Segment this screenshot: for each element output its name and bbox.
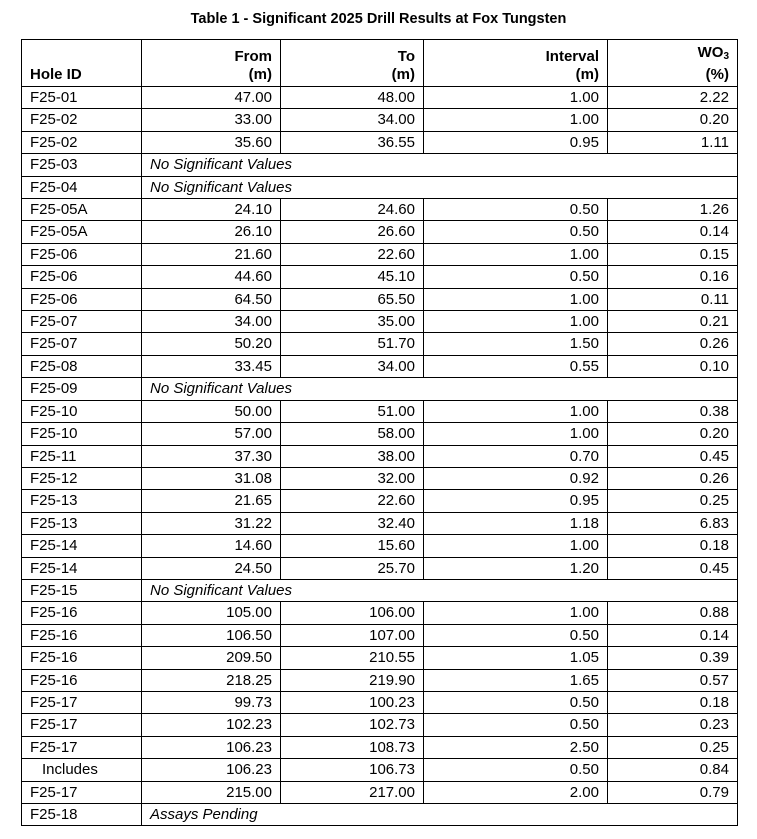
interval-cell: 1.18	[424, 512, 608, 534]
table-row	[22, 288, 738, 310]
wo3-cell: 0.16	[608, 266, 738, 288]
wo3-cell: 0.15	[608, 243, 738, 265]
from-cell: 64.50	[142, 288, 281, 310]
from-cell: 57.00	[142, 423, 281, 445]
hole-id-cell: F25-13	[22, 490, 142, 512]
to-cell: 100.23	[281, 691, 424, 713]
interval-cell: 2.50	[424, 736, 608, 758]
interval-cell: 2.00	[424, 781, 608, 803]
table-row	[22, 378, 738, 400]
wo3-cell: 0.11	[608, 288, 738, 310]
table-row	[22, 311, 738, 333]
hole-id-cell: F25-16	[22, 669, 142, 691]
from-cell: 35.60	[142, 131, 281, 153]
to-cell: 58.00	[281, 423, 424, 445]
to-cell: 210.55	[281, 647, 424, 669]
table-row	[22, 691, 738, 713]
interval-cell: 0.50	[424, 221, 608, 243]
wo3-cell: 0.25	[608, 736, 738, 758]
from-cell: 44.60	[142, 266, 281, 288]
to-cell: 38.00	[281, 445, 424, 467]
wo3-cell: 0.38	[608, 400, 738, 422]
interval-cell: 0.95	[424, 490, 608, 512]
interval-cell: 1.00	[424, 535, 608, 557]
from-cell: 209.50	[142, 647, 281, 669]
table-row	[22, 355, 738, 377]
interval-cell: 1.00	[424, 423, 608, 445]
interval-cell: 1.20	[424, 557, 608, 579]
from-cell: 106.50	[142, 624, 281, 646]
wo3-cell: 0.20	[608, 423, 738, 445]
interval-cell: 0.50	[424, 199, 608, 221]
interval-cell: 0.50	[424, 759, 608, 781]
header-row	[22, 40, 738, 87]
to-cell: 36.55	[281, 131, 424, 153]
table-row	[22, 400, 738, 422]
interval-cell: 1.00	[424, 243, 608, 265]
hole-id-cell: F25-13	[22, 512, 142, 534]
table-row	[22, 781, 738, 803]
hole-id-cell: F25-16	[22, 624, 142, 646]
to-cell: 106.73	[281, 759, 424, 781]
hole-id-cell: F25-02	[22, 109, 142, 131]
header-hole-id-label: Hole ID	[30, 66, 82, 83]
hole-id-cell: F25-10	[22, 400, 142, 422]
hole-id-cell: F25-16	[22, 647, 142, 669]
interval-cell: 1.05	[424, 647, 608, 669]
to-cell: 32.40	[281, 512, 424, 534]
wo3-cell: 0.18	[608, 535, 738, 557]
from-cell: 31.08	[142, 467, 281, 489]
from-cell: 33.00	[142, 109, 281, 131]
to-cell: 106.00	[281, 602, 424, 624]
hole-id-cell: F25-06	[22, 288, 142, 310]
header-to-label: To	[397, 48, 415, 65]
wo3-cell: 0.79	[608, 781, 738, 803]
from-cell: 21.60	[142, 243, 281, 265]
wo3-cell: 0.45	[608, 557, 738, 579]
table-row	[22, 535, 738, 557]
wo3-cell: 0.84	[608, 759, 738, 781]
hole-id-cell: F25-17	[22, 691, 142, 713]
from-cell: 50.20	[142, 333, 281, 355]
table-row	[22, 512, 738, 534]
interval-cell: 0.50	[424, 266, 608, 288]
table-row	[22, 266, 738, 288]
to-cell: 107.00	[281, 624, 424, 646]
wo3-cell: 0.88	[608, 602, 738, 624]
table-row	[22, 176, 738, 198]
table-row	[22, 624, 738, 646]
wo3-cell: 0.57	[608, 669, 738, 691]
interval-cell: 1.00	[424, 288, 608, 310]
table-row	[22, 557, 738, 579]
to-cell: 48.00	[281, 87, 424, 109]
hole-id-cell: F25-06	[22, 243, 142, 265]
header-interval	[424, 40, 608, 87]
header-wo3	[608, 40, 738, 87]
hole-id-cell: F25-12	[22, 467, 142, 489]
interval-cell: 1.65	[424, 669, 608, 691]
from-cell: 33.45	[142, 355, 281, 377]
table-row	[22, 467, 738, 489]
to-cell: 65.50	[281, 288, 424, 310]
hole-id-cell: F25-04	[22, 176, 142, 198]
interval-cell: 0.50	[424, 691, 608, 713]
wo3-cell: 6.83	[608, 512, 738, 534]
from-cell: 24.50	[142, 557, 281, 579]
table-row	[22, 131, 738, 153]
interval-cell: 0.55	[424, 355, 608, 377]
hole-id-cell: F25-11	[22, 445, 142, 467]
to-cell: 219.90	[281, 669, 424, 691]
wo3-cell: 0.18	[608, 691, 738, 713]
to-cell: 217.00	[281, 781, 424, 803]
to-cell: 15.60	[281, 535, 424, 557]
table-row	[22, 714, 738, 736]
hole-id-cell: F25-16	[22, 602, 142, 624]
hole-id-cell: F25-15	[22, 579, 142, 601]
table-row	[22, 647, 738, 669]
hole-id-cell: Includes	[22, 759, 142, 781]
interval-cell: 1.00	[424, 109, 608, 131]
interval-cell: 0.70	[424, 445, 608, 467]
hole-id-cell: F25-07	[22, 333, 142, 355]
header-wo3-unit: (%)	[705, 66, 729, 83]
from-cell: 99.73	[142, 691, 281, 713]
from-cell: 106.23	[142, 736, 281, 758]
from-cell: 102.23	[142, 714, 281, 736]
table-row	[22, 154, 738, 176]
wo3-cell: 0.10	[608, 355, 738, 377]
from-cell: 21.65	[142, 490, 281, 512]
hole-id-cell: F25-17	[22, 714, 142, 736]
from-cell: 218.25	[142, 669, 281, 691]
hole-id-cell: F25-08	[22, 355, 142, 377]
wo3-cell: 0.45	[608, 445, 738, 467]
table-row	[22, 243, 738, 265]
table-row	[22, 87, 738, 109]
table-row	[22, 759, 738, 781]
table-row	[22, 669, 738, 691]
header-from-unit: (m)	[248, 66, 272, 83]
drill-results-table	[21, 39, 738, 826]
table-row	[22, 333, 738, 355]
note-cell: No Significant Values	[142, 154, 738, 176]
header-wo3-label: WO	[697, 44, 724, 61]
interval-cell: 0.50	[424, 624, 608, 646]
header-interval-label: Interval	[545, 48, 599, 65]
wo3-cell: 0.39	[608, 647, 738, 669]
interval-cell: 1.00	[424, 311, 608, 333]
wo3-cell: 0.23	[608, 714, 738, 736]
wo3-cell: 1.26	[608, 199, 738, 221]
from-cell: 47.00	[142, 87, 281, 109]
header-to	[281, 40, 424, 87]
header-to-unit: (m)	[391, 66, 415, 83]
from-cell: 37.30	[142, 445, 281, 467]
hole-id-cell: F25-03	[22, 154, 142, 176]
interval-cell: 0.92	[424, 467, 608, 489]
wo3-cell: 0.20	[608, 109, 738, 131]
interval-cell: 1.00	[424, 87, 608, 109]
to-cell: 45.10	[281, 266, 424, 288]
hole-id-cell: F25-17	[22, 736, 142, 758]
wo3-cell: 0.25	[608, 490, 738, 512]
header-from-label: From	[234, 48, 272, 65]
table-row	[22, 445, 738, 467]
table-body	[22, 87, 738, 826]
table-row	[22, 736, 738, 758]
note-cell: No Significant Values	[142, 176, 738, 198]
table-row	[22, 221, 738, 243]
hole-id-cell: F25-14	[22, 557, 142, 579]
hole-id-cell: F25-09	[22, 378, 142, 400]
hole-id-cell: F25-14	[22, 535, 142, 557]
hole-id-cell: F25-17	[22, 781, 142, 803]
hole-id-cell: F25-01	[22, 87, 142, 109]
from-cell: 31.22	[142, 512, 281, 534]
table-header	[22, 40, 738, 87]
wo3-cell: 1.11	[608, 131, 738, 153]
to-cell: 34.00	[281, 109, 424, 131]
hole-id-cell: F25-05A	[22, 221, 142, 243]
to-cell: 51.70	[281, 333, 424, 355]
interval-cell: 0.50	[424, 714, 608, 736]
to-cell: 51.00	[281, 400, 424, 422]
interval-cell: 1.50	[424, 333, 608, 355]
header-hole-id	[22, 40, 142, 87]
interval-cell: 1.00	[424, 602, 608, 624]
wo3-cell: 0.14	[608, 624, 738, 646]
from-cell: 26.10	[142, 221, 281, 243]
note-cell: No Significant Values	[142, 579, 738, 601]
table-row	[22, 109, 738, 131]
interval-cell: 1.00	[424, 400, 608, 422]
wo3-cell: 2.22	[608, 87, 738, 109]
to-cell: 24.60	[281, 199, 424, 221]
interval-cell: 0.95	[424, 131, 608, 153]
table-row	[22, 423, 738, 445]
to-cell: 25.70	[281, 557, 424, 579]
from-cell: 106.23	[142, 759, 281, 781]
to-cell: 22.60	[281, 243, 424, 265]
from-cell: 14.60	[142, 535, 281, 557]
from-cell: 105.00	[142, 602, 281, 624]
hole-id-cell: F25-07	[22, 311, 142, 333]
header-from	[142, 40, 281, 87]
note-cell: No Significant Values	[142, 378, 738, 400]
table-row	[22, 804, 738, 826]
from-cell: 24.10	[142, 199, 281, 221]
note-cell: Assays Pending	[142, 804, 738, 826]
table-row	[22, 579, 738, 601]
to-cell: 26.60	[281, 221, 424, 243]
to-cell: 22.60	[281, 490, 424, 512]
wo3-cell: 0.26	[608, 467, 738, 489]
header-wo3-subscript: 3	[723, 51, 729, 62]
to-cell: 34.00	[281, 355, 424, 377]
table-row	[22, 490, 738, 512]
table-title: Table 1 - Significant 2025 Drill Results at Fox Tungsten	[190, 11, 567, 27]
from-cell: 50.00	[142, 400, 281, 422]
hole-id-cell: F25-18	[22, 804, 142, 826]
to-cell: 32.00	[281, 467, 424, 489]
header-interval-unit: (m)	[575, 66, 599, 83]
to-cell: 108.73	[281, 736, 424, 758]
table-row	[22, 602, 738, 624]
wo3-cell: 0.26	[608, 333, 738, 355]
hole-id-cell: F25-02	[22, 131, 142, 153]
from-cell: 34.00	[142, 311, 281, 333]
table-row	[22, 199, 738, 221]
hole-id-cell: F25-06	[22, 266, 142, 288]
hole-id-cell: F25-05A	[22, 199, 142, 221]
hole-id-cell: F25-10	[22, 423, 142, 445]
to-cell: 102.73	[281, 714, 424, 736]
wo3-cell: 0.14	[608, 221, 738, 243]
to-cell: 35.00	[281, 311, 424, 333]
from-cell: 215.00	[142, 781, 281, 803]
wo3-cell: 0.21	[608, 311, 738, 333]
